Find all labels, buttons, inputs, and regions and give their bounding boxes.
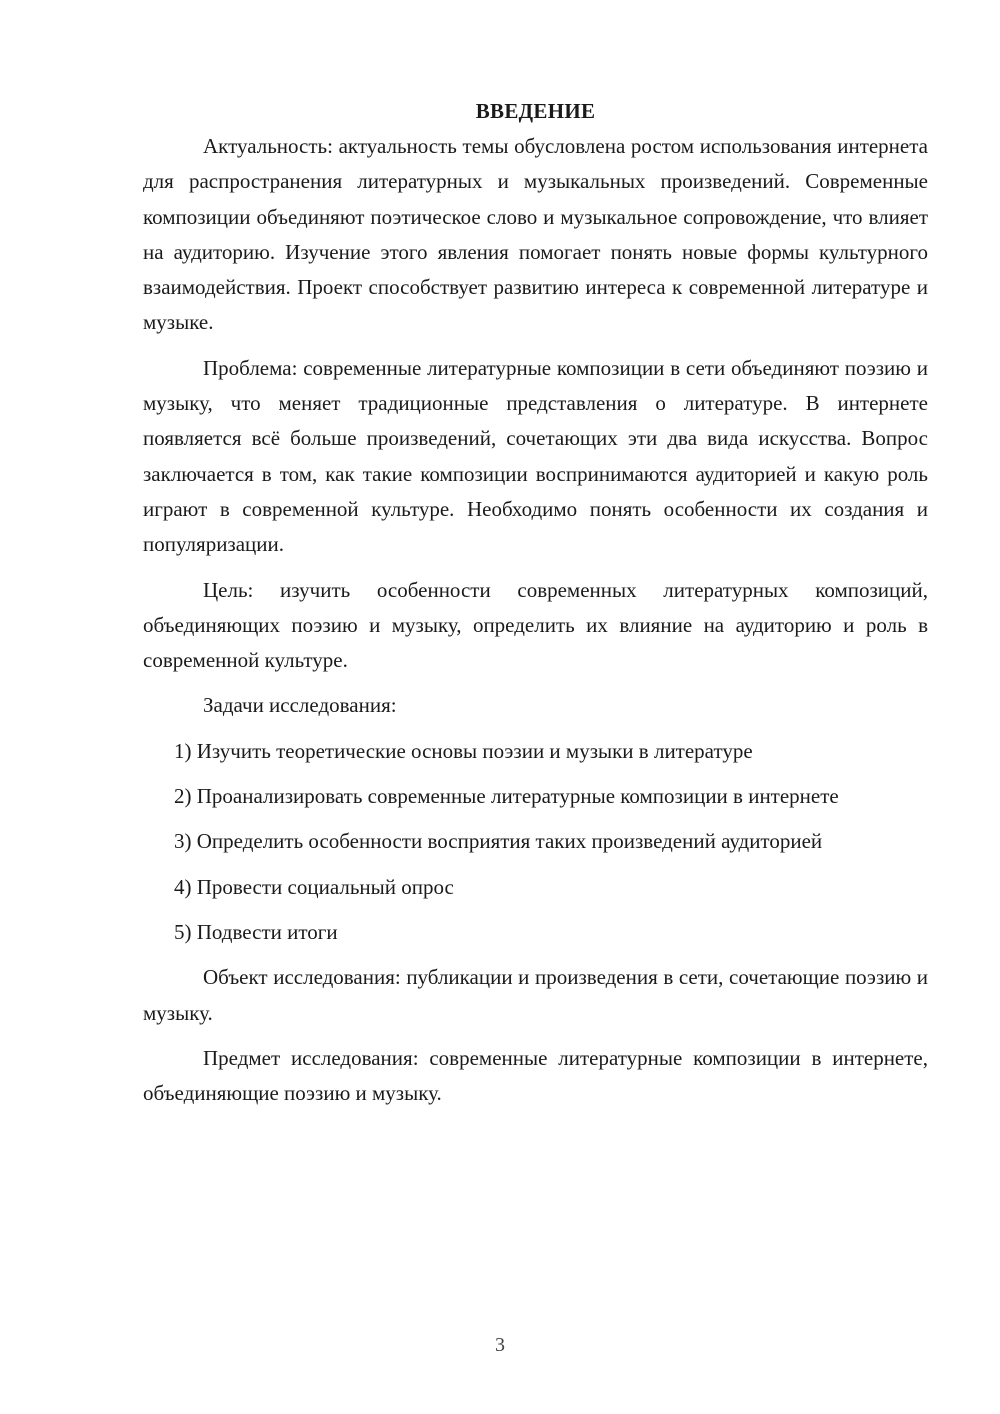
subject-paragraph: Предмет исследования: современные литературные композиции в интернете, объединяющие поэзию и музыку. xyxy=(143,1045,928,1106)
task-item-2: 2) Проанализировать современные литературные композиции в интернете xyxy=(174,784,839,809)
task-item-1: 1) Изучить теоретические основы поэзии и музыки в литературе xyxy=(174,738,753,763)
section-title: ВВЕДЕНИЕ xyxy=(475,99,596,123)
problem-paragraph: Проблема: современные литературные композиции в сети объединяют поэзию и музыку, что меняет традиционные представления о литературе. В интернете появляется всё больше произведений, сочетающих эти два вида искусства. Вопрос заключается в том, как такие композиции воспринимаются аудиторией и какую роль играют в современной культуре. Необходимо понять особенности их создания и популяризации. xyxy=(143,355,928,557)
relevance-paragraph: Актуальность: актуальность темы обусловлена ростом использования интернета для распространения литературных и музыкальных произведений. Современные композиции объединяют поэтическое слово и музыкальное сопровождение, что влияет на аудиторию. Изучение этого явления помогает понять новые формы культурного взаимодействия. Проект способствует развитию интереса к современной литературе и музыке. xyxy=(143,134,928,335)
task-item-5: 5) Подвести итоги xyxy=(174,919,338,944)
task-item-3: 3) Определить особенности восприятия таких произведений аудиторией xyxy=(174,829,823,854)
document-page xyxy=(143,95,928,1121)
goal-paragraph: Цель: изучить особенности современных литературных композиций, объединяющих поэзию и музыку, определить их влияние на аудиторию и роль в современной культуре. xyxy=(143,577,928,673)
page-number: 3 xyxy=(495,1334,505,1356)
task-item-4: 4) Провести социальный опрос xyxy=(174,874,454,899)
tasks-heading: Задачи исследования: xyxy=(203,693,397,718)
object-paragraph: Объект исследования: публикации и произведения в сети, сочетающие поэзию и музыку. xyxy=(143,965,928,1025)
